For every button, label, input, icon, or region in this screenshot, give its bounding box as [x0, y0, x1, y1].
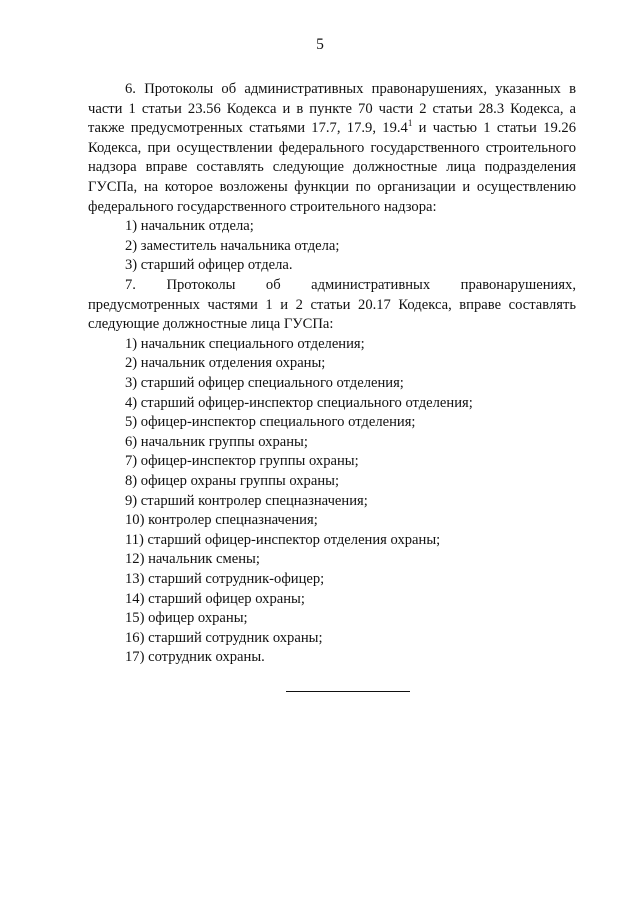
section-6-paragraph: [88, 80, 576, 217]
list-item: 15) офицер охраны;: [125, 610, 248, 627]
list-item: 1) начальник специального отделения;: [125, 335, 365, 352]
list-item: 3) старший офицер отдела.: [125, 257, 293, 274]
list-item: 16) старший сотрудник охраны;: [125, 629, 323, 646]
section-6-text-start: 6. Протоколы об административных правонарушениях, указанных в части 1 статьи 23.56 Кодекса и в пункте 70 части 2 статьи 28.3 Кодекса, а также предусмотренных статьями 17.7, 17.9, 19.4: [88, 81, 576, 137]
section-6-text-end: и частью 1 статьи 19.26 Кодекса, при осуществлении федерального государственного строительного надзора вправе составлять следующие должностные лица подразделения ГУСПа, на которое возложены функции по организации и осуществлению федерального государственного строительного надзора:: [88, 120, 576, 215]
list-item: 10) контролер спецназначения;: [125, 512, 318, 529]
section-6: [88, 80, 576, 276]
section-7: [88, 276, 576, 668]
list-item: 17) сотрудник охраны.: [125, 649, 265, 666]
list-item: 7) офицер-инспектор группы охраны;: [125, 453, 359, 470]
list-item: 5) офицер-инспектор специального отделения;: [125, 414, 416, 431]
list-item: 9) старший контролер спецназначения;: [125, 492, 368, 509]
list-item: 2) заместитель начальника отдела;: [125, 237, 340, 254]
end-divider: [286, 691, 410, 692]
list-item: 14) старший офицер охраны;: [125, 590, 305, 607]
list-item: 11) старший офицер-инспектор отделения охраны;: [125, 531, 441, 548]
page-number: 5: [316, 36, 324, 53]
list-item: 4) старший офицер-инспектор специального отделения;: [125, 394, 473, 411]
section-7-paragraph: 7. Протоколы об административных правонарушениях, предусмотренных частями 1 и 2 статьи 20.17 Кодекса, вправе составлять следующие должностные лица ГУСПа:: [88, 277, 576, 333]
list-item: 6) начальник группы охраны;: [125, 433, 308, 450]
list-item: 12) начальник смены;: [125, 551, 260, 568]
list-item: 2) начальник отделения охраны;: [125, 355, 326, 372]
list-item: 8) офицер охраны группы охраны;: [125, 472, 340, 489]
list-item: 13) старший сотрудник-офицер;: [125, 570, 325, 587]
list-item: 3) старший офицер специального отделения;: [125, 374, 404, 391]
footnote-superscript: 1: [407, 118, 413, 129]
list-item: 1) начальник отдела;: [125, 218, 254, 235]
